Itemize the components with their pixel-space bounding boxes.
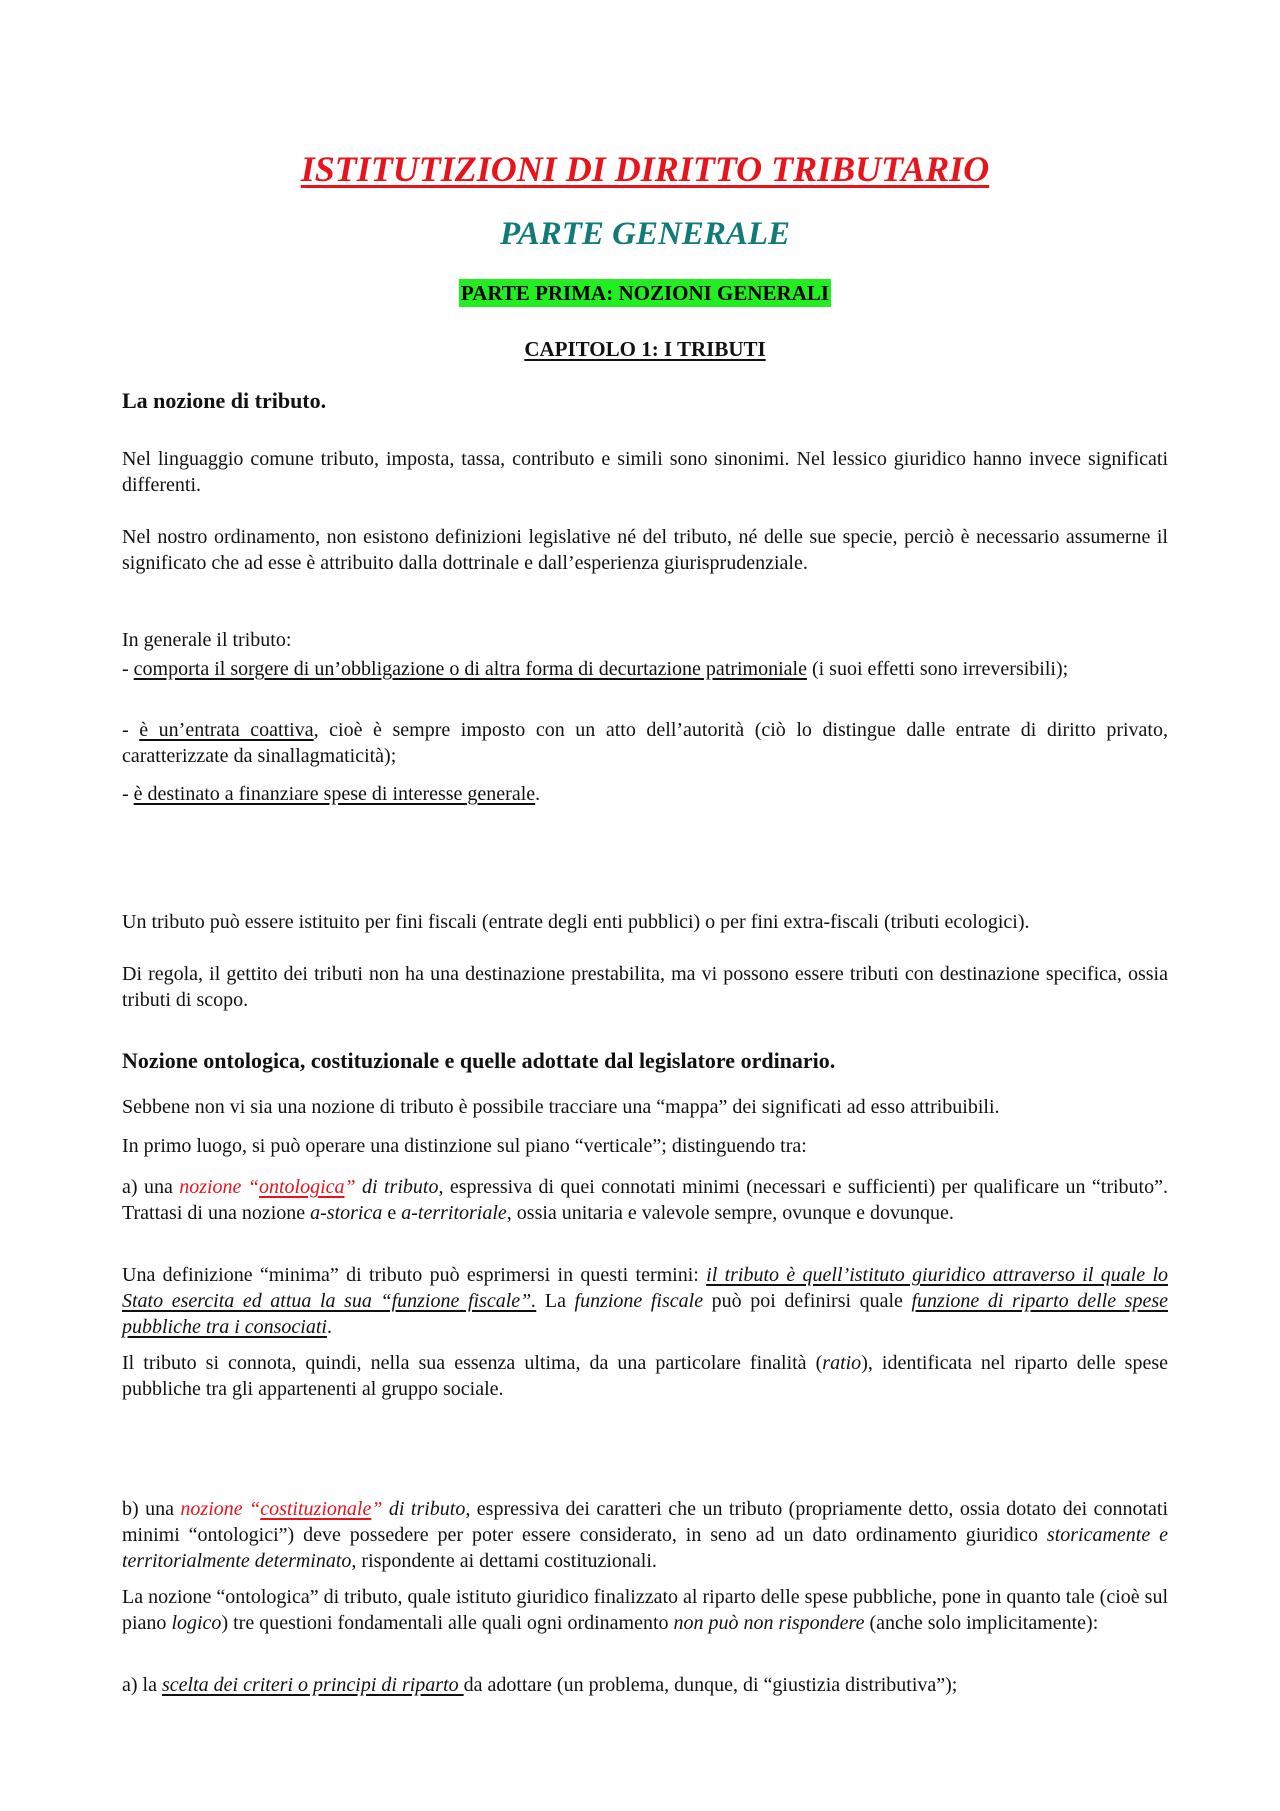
paragraph-gettito: Di regola, il gettito dei tributi non ha una destinazione prestabilita, ma vi possono essere tributi con destinazione specifica, ossia tributi di scopo. — [122, 963, 1168, 1011]
paragraph-ratio — [122, 1350, 1168, 1402]
section-heading-nozione: La nozione di tributo. — [122, 388, 327, 413]
text-run: , ossia unitaria e valevole sempre, ovunque e dovunque. — [506, 1202, 954, 1224]
underlined-text: è un’entrata coattiva — [139, 719, 314, 741]
bullet-entrata-coattiva — [122, 717, 1168, 769]
underlined-text: è destinato a finanziare spese di interesse generale — [133, 783, 536, 805]
text-run: ), identificata nel riparto delle spese pubbliche tra gli appartenenti al gruppo sociale. — [122, 1352, 1168, 1400]
text-run: da adottare (un problema, dunque, di “giustizia distributiva”); — [463, 1674, 958, 1696]
paragraph-in-generale: In generale il tributo: — [122, 629, 292, 651]
text-run: Una definizione “minima” di tributo può esprimersi in questi termini: — [122, 1264, 707, 1286]
red-text: nozione “ — [180, 1498, 261, 1520]
paragraph-primo-luogo: In primo luogo, si può operare una distinzione sul piano “verticale”; distinguendo tra: — [122, 1135, 807, 1157]
text-run: b) una — [122, 1498, 181, 1520]
bullet-prefix: - — [122, 783, 134, 805]
red-text: ” — [344, 1176, 356, 1198]
italic-underlined-text: il tributo è quell’istituto giuridico attraverso il quale lo Stato esercita ed attua la sua “funzione fiscale”. — [122, 1264, 1168, 1312]
bullet-finanziare-spese — [122, 781, 1168, 807]
underlined-text: comporta il sorgere di un’obbligazione o di altra forma di decurtazione patrimoniale — [133, 658, 807, 680]
paragraph-linguaggio: Nel linguaggio comune tributo, imposta, tassa, contributo e simili sono sinonimi. Nel lessico giuridico hanno invece significati differenti. — [122, 448, 1168, 496]
paragraph-definizione-minima — [122, 1262, 1168, 1340]
bullet-prefix: - — [122, 719, 140, 741]
italic-text: di tributo — [382, 1498, 466, 1520]
paragraph-tre-questioni — [122, 1584, 1168, 1636]
red-text: nozione “ — [179, 1176, 259, 1198]
paragraph-nozione-costituzionale — [122, 1496, 1168, 1574]
section-heading-ontologica: Nozione ontologica, costituzionale e quelle adottate dal legislatore ordinario. — [122, 1048, 836, 1073]
text-run: può poi definirsi quale — [703, 1290, 912, 1312]
text-run: (anche solo implicitamente): — [864, 1612, 1099, 1634]
paragraph-nozione-ontologica — [122, 1174, 1168, 1226]
text-run: a) la — [122, 1674, 162, 1696]
bullet-prefix: - — [122, 658, 134, 680]
italic-text: storicamente e territorialmente determinato — [122, 1524, 1169, 1572]
chapter-heading: CAPITOLO 1: I TRIBUTI — [524, 337, 766, 361]
text-run: La — [536, 1290, 575, 1312]
paragraph-fini-fiscali: Un tributo può essere istituito per fini fiscali (entrate degli enti pubblici) o per fini extra-fiscali (tributi ecologici). — [122, 911, 1030, 933]
bullet-obbligazione — [122, 656, 1168, 682]
part-heading-wrap — [122, 281, 1168, 306]
bullet-rest: (i suoi effetti sono irreversibili); — [806, 658, 1069, 680]
italic-underlined-text: scelta dei criteri o principi di riparto — [161, 1674, 464, 1696]
text-run: La nozione “ontologica” di tributo, quale istituto giuridico finalizzato al riparto delle spese pubbliche, pone in quanto tale (cioè sul piano — [122, 1586, 1168, 1634]
red-underlined-text: ontologica — [258, 1176, 345, 1198]
text-run: , espressiva dei caratteri che un tributo (propriamente detto, ossia dotato dei connotati minimi “ontologici”) deve possedere per poter essere considerato, in seno ad un dato ordinamento giuridico — [122, 1498, 1168, 1546]
text-run: ) tre questioni fondamentali alle quali ogni ordinamento — [221, 1612, 674, 1634]
italic-text: a-storica — [310, 1202, 383, 1224]
red-text: ” — [371, 1498, 383, 1520]
text-run: a) una — [122, 1176, 180, 1198]
text-run: , espressiva di quei connotati minimi (necessari e sufficienti) per qualificare un “tributo”. Trattasi di una nozione — [122, 1176, 1168, 1224]
italic-text: non può non rispondere — [673, 1612, 865, 1634]
paragraph-scelta-criteri — [122, 1672, 1168, 1698]
italic-text: a-territoriale — [401, 1202, 507, 1224]
paragraph-mappa: Sebbene non vi sia una nozione di tributo è possibile tracciare una “mappa” dei significati ad esso attribuibili. — [122, 1096, 1000, 1118]
text-run: Il tributo si connota, quindi, nella sua essenza ultima, da una particolare finalità ( — [122, 1352, 823, 1374]
text-run: . — [326, 1316, 332, 1338]
text-run: e — [382, 1202, 402, 1224]
bullet-rest: . — [535, 783, 541, 805]
red-underlined-text: costituzionale — [260, 1498, 372, 1520]
document-title: ISTITUTIZIONI DI DIRITTO TRIBUTARIO — [300, 149, 990, 189]
italic-underlined-text: funzione di riparto delle spese pubbliche tra i consociati — [122, 1290, 1168, 1338]
italic-text: funzione fiscale — [574, 1290, 704, 1312]
italic-text: di tributo — [355, 1176, 439, 1198]
paragraph-ordinamento: Nel nostro ordinamento, non esistono definizioni legislative né del tributo, né delle sue specie, perciò è necessario assumerne il significato che ad esse è attribuito dalla dottrinale e dall’esperienza giurisprudenziale. — [122, 526, 1168, 574]
document-subtitle: PARTE GENERALE — [499, 216, 791, 252]
part-heading: PARTE PRIMA: NOZIONI GENERALI — [460, 281, 830, 305]
bullet-rest: , cioè è sempre imposto con un atto dell’autorità (ciò lo distingue dalle entrate di diritto privato, caratterizzate da sinallagmaticità); — [122, 719, 1168, 767]
text-run: , rispondente ai dettami costituzionali. — [351, 1550, 657, 1572]
italic-text: logico — [171, 1612, 222, 1634]
italic-text: ratio — [822, 1352, 862, 1374]
